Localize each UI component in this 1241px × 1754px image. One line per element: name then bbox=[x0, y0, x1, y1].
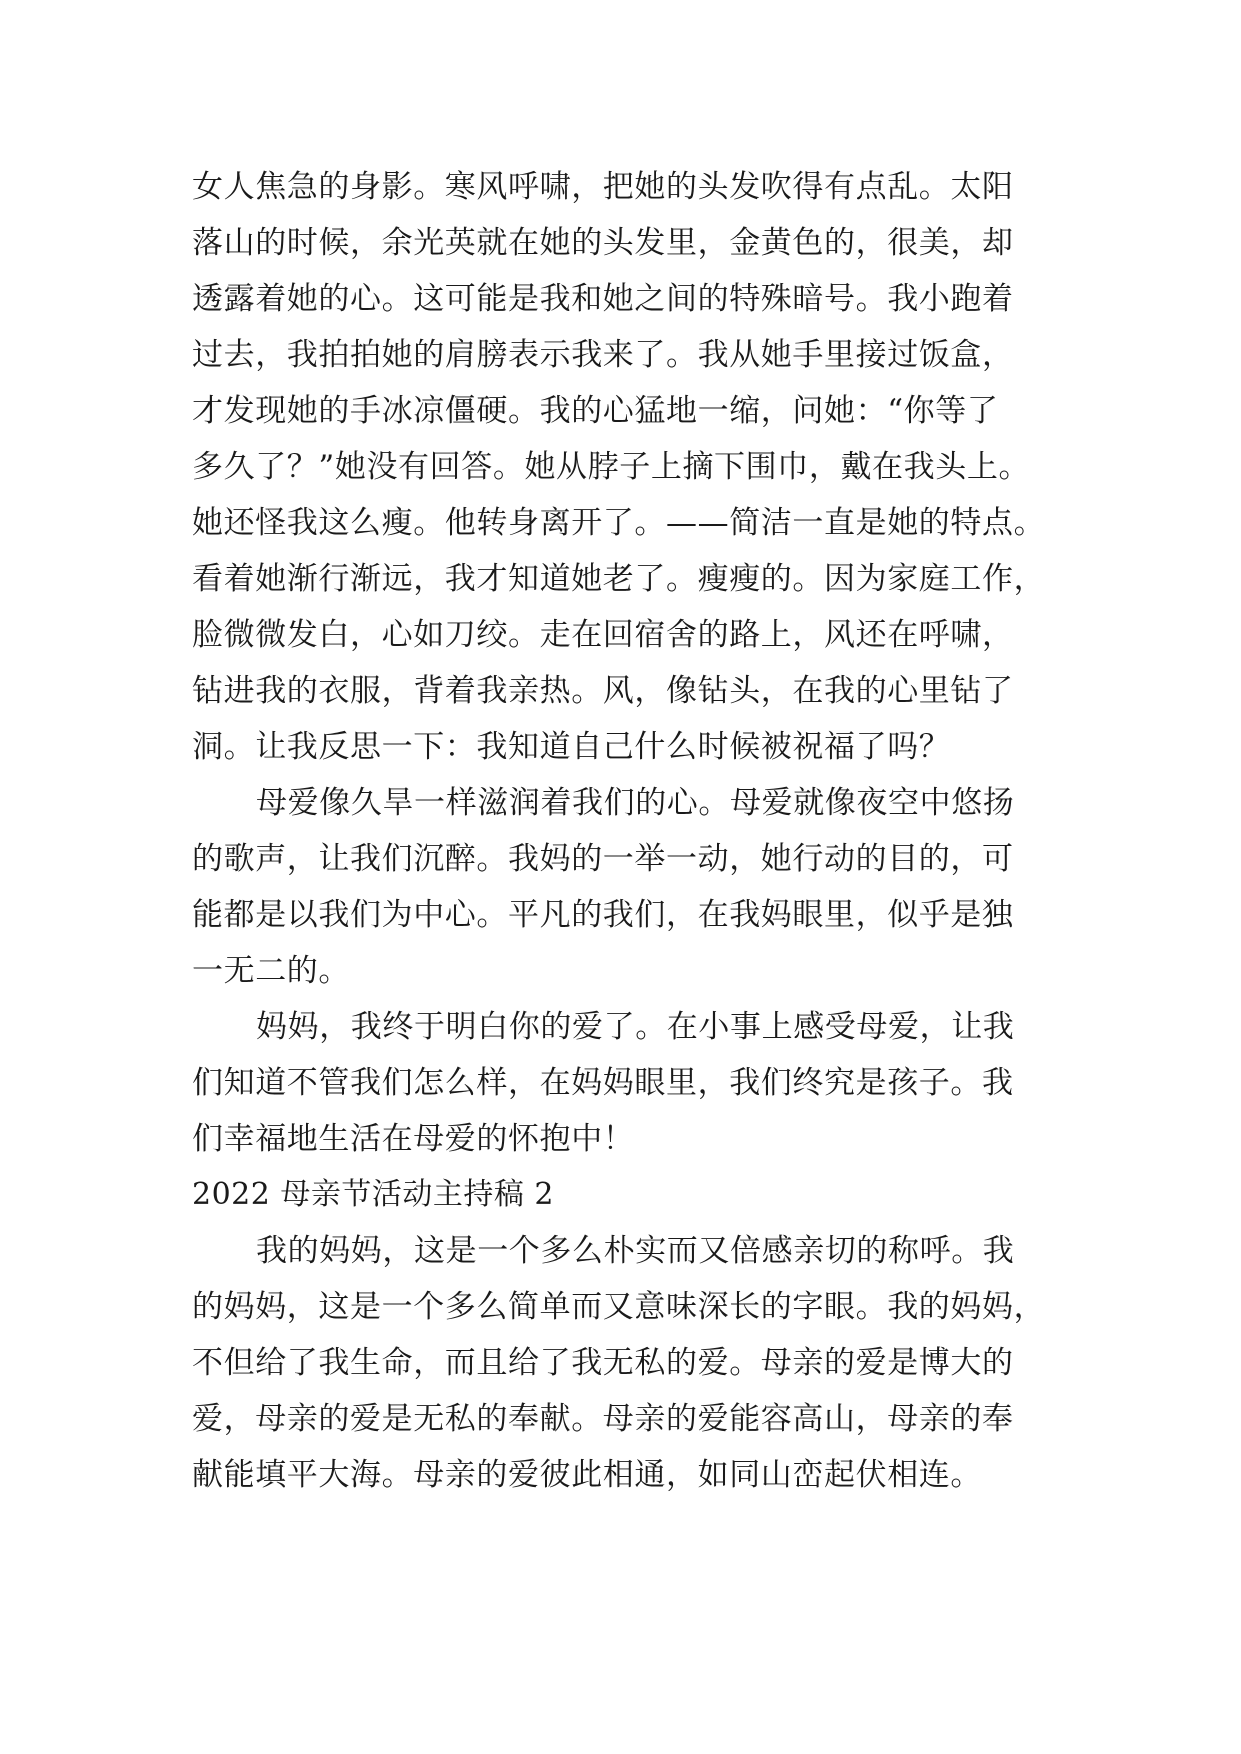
text-line: 们知道不管我们怎么样，在妈妈眼里，我们终究是孩子。我 bbox=[192, 1065, 1014, 1101]
text-line: 脸微微发白，心如刀绞。走在回宿舍的路上，风还在呼啸， bbox=[192, 617, 1014, 653]
paragraph bbox=[192, 775, 1050, 999]
text-line: 爱，母亲的爱是无私的奉献。母亲的爱能容高山，母亲的奉 bbox=[192, 1401, 1014, 1437]
text-line: 献能填平大海。母亲的爱彼此相通，如同山峦起伏相连。 bbox=[192, 1457, 982, 1493]
text-line: 母爱像久旱一样滋润着我们的心。母爱就像夜空中悠扬 bbox=[256, 785, 1015, 821]
paragraph bbox=[192, 159, 1050, 775]
paragraph bbox=[192, 1223, 1050, 1503]
text-line: 多久了？”她没有回答。她从脖子上摘下围巾，戴在我头上。 bbox=[192, 449, 1031, 485]
text-line: 我的妈妈，这是一个多么朴实而又倍感亲切的称呼。我 bbox=[256, 1233, 1015, 1269]
text-line: 的妈妈，这是一个多么简单而又意味深长的字眼。我的妈妈， bbox=[192, 1289, 1046, 1325]
text-line: 钻进我的衣服，背着我亲热。风，像钻头，在我的心里钻了 bbox=[192, 673, 1014, 709]
text-line: 才发现她的手冰凉僵硬。我的心猛地一缩，问她：“你等了 bbox=[192, 393, 999, 429]
text-line: 的歌声，让我们沉醉。我妈的一举一动，她行动的目的，可 bbox=[192, 841, 1014, 877]
text-line: 能都是以我们为中心。平凡的我们，在我妈眼里，似乎是独 bbox=[192, 897, 1014, 933]
text-line: 不但给了我生命，而且给了我无私的爱。母亲的爱是博大的 bbox=[192, 1345, 1014, 1381]
text-line: 洞。让我反思一下：我知道自己什么时候被祝福了吗？ bbox=[192, 729, 951, 765]
text-line: 过去，我拍拍她的肩膀表示我来了。我从她手里接过饭盒， bbox=[192, 337, 1014, 373]
document-body bbox=[192, 159, 1050, 1503]
text-line: 女人焦急的身影。寒风呼啸，把她的头发吹得有点乱。太阳 bbox=[192, 169, 1014, 205]
text-line: 们幸福地生活在母爱的怀抱中！ bbox=[192, 1121, 635, 1157]
text-line: 落山的时候，余光英就在她的头发里，金黄色的，很美，却 bbox=[192, 225, 1014, 261]
text-line: 她还怪我这么瘦。他转身离开了。——简洁一直是她的特点。 bbox=[192, 505, 1046, 541]
paragraph bbox=[192, 999, 1050, 1167]
text-line: 看着她渐行渐远，我才知道她老了。瘦瘦的。因为家庭工作， bbox=[192, 561, 1046, 597]
text-line: 妈妈，我终于明白你的爱了。在小事上感受母爱，让我 bbox=[256, 1009, 1015, 1045]
text-line: 透露着她的心。这可能是我和她之间的特殊暗号。我小跑着 bbox=[192, 281, 1014, 317]
text-line: 一无二的。 bbox=[192, 953, 350, 989]
section-heading: 2022 母亲节活动主持稿 2 bbox=[192, 1177, 555, 1212]
